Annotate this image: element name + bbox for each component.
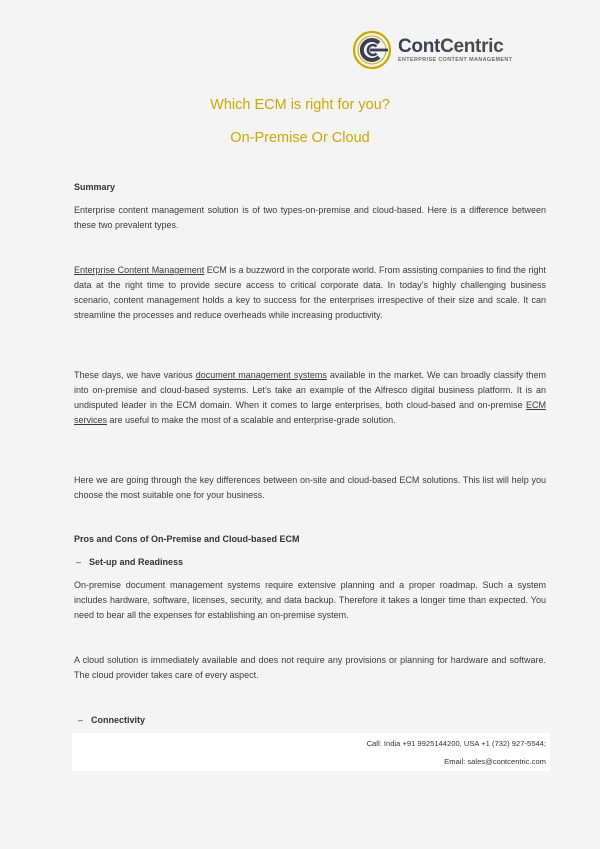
- paragraph-dms-text-c: are useful to make the most of a scalable and enterprise-grade solution.: [107, 415, 396, 425]
- setup-dash: –: [76, 557, 82, 567]
- footer-phone: Call: India +91 9925144200, USA +1 (732) 927-5544;: [366, 739, 546, 748]
- dms-link[interactable]: document management systems: [195, 370, 327, 380]
- setup-subheading-text: Set-up and Readiness: [89, 557, 184, 567]
- contact-footer: [72, 733, 550, 771]
- paragraph-ecm-intro: [74, 263, 546, 323]
- paragraph-dms-text-b: available in the market. We can broadly classify them into on-premise and cloud-based systems. Let’s take an example of the Alfresco digital business platform. It is an undisputed leader in the ECM domain. When it comes to large enterprises, both cloud-based and on-premise: [74, 370, 547, 410]
- ecm-services-link[interactable]: ECM services: [74, 400, 546, 425]
- setup-paragraph-cloud: A cloud solution is immediately available and does not require any provisions or planning for hardware and software. The cloud provider takes care of every aspect.: [74, 655, 546, 680]
- paragraph-ecm-intro-text: ECM is a buzzword in the corporate world. From assisting companies to find the right data at the right time to provide secure access to critical corporate data. In today’s highly challenging business scenario, content management holds a key to success for the enterprises irrespective of their size and scale. It can streamline the processes and reduce overheads while increasing productivity.: [74, 265, 546, 320]
- brand-name: [398, 37, 512, 56]
- contcentric-logo-icon: [352, 30, 392, 70]
- page-title: Which ECM is right for you?: [210, 97, 390, 113]
- pros-cons-heading: Pros and Cons of On-Premise and Cloud-based ECM: [74, 534, 300, 544]
- paragraph-dms: [74, 368, 546, 428]
- brand-name-part1: Cont: [398, 35, 441, 57]
- paragraph-dms-text-a: These days, we have various: [74, 370, 196, 380]
- summary-text: Enterprise content management solution is of two types-on-premise and cloud-based. Here is a difference between these two prevalent types.: [74, 205, 546, 230]
- setup-subheading: [76, 557, 183, 567]
- ecm-link[interactable]: Enterprise Content Management: [74, 265, 205, 275]
- connectivity-dash: –: [78, 715, 84, 725]
- setup-paragraph-on-premise: On-premise document management systems require extensive planning and a proper roadmap. Such a system includes hardware, software, licenses, security, and data backup. Therefore it takes a longer time than expected. You need to bear all the expenses for establishing an on-premise system.: [74, 580, 546, 620]
- footer-email[interactable]: Email: sales@contcentric.com: [444, 757, 546, 766]
- summary-heading: Summary: [74, 182, 116, 192]
- brand-logo[interactable]: [352, 30, 512, 70]
- brand-name-part2: Centric: [440, 35, 504, 57]
- page-subtitle: On-Premise Or Cloud: [230, 130, 370, 146]
- paragraph-differences: Here we are going through the key differences between on-site and cloud-based ECM solutions. This list will help you choose the most suitable one for your business.: [74, 475, 546, 500]
- connectivity-subheading: [78, 715, 145, 725]
- brand-tagline: ENTERPRISE CONTENT MANAGEMENT: [398, 56, 513, 63]
- connectivity-subheading-text: Connectivity: [91, 715, 146, 725]
